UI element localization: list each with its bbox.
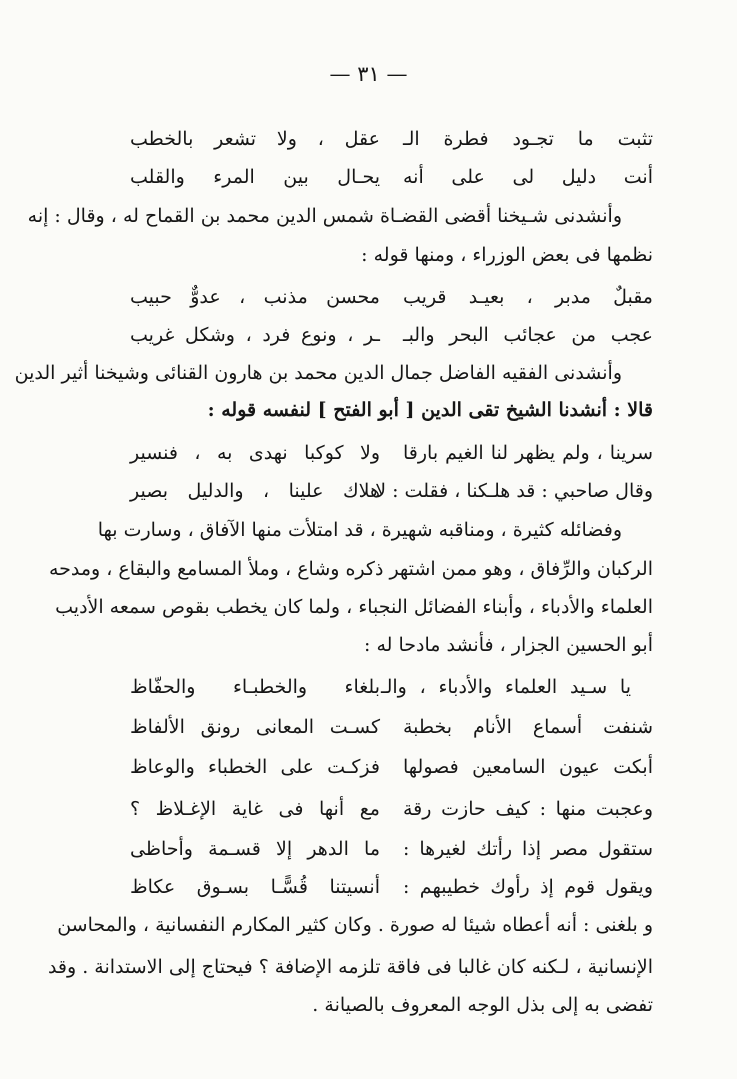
verse-line: [130, 166, 653, 194]
verse-second-hemistich: أنسيتنا قُسًّـا بسـوق عكاظ: [130, 876, 380, 898]
verse-second-hemistich: ما الدهر إلا قسـمة وأحاظى: [130, 838, 380, 860]
prose-line: و بلغنى : أنه أعطاه شيئا له صورة . وكان كثير المكارم النفسانية ، والمحاسن: [57, 914, 653, 936]
verse-first-hemistich: أنت دليل لى على أنه: [403, 166, 653, 188]
verse-second-hemistich: يحـال بين المرء والقلب: [130, 166, 380, 188]
verse-line: [130, 480, 653, 508]
verse-first-hemistich: تثبت ما تجـود فطرة الـ: [403, 128, 653, 150]
verse-second-hemistich: مع أنها فى غاية الإغـلاظ ؟: [130, 798, 380, 820]
verse-first-hemistich: ويقول قوم إذ رأوك خطيبهم :: [403, 876, 653, 898]
verse-line: [130, 798, 653, 826]
prose-line: الركبان والرِّفاق ، وهو ممن اشتهر ذكره وشاع ، وملأ المسامع والبقاع ، ومدحه: [48, 558, 653, 580]
verse-line: [130, 756, 653, 784]
verse-first-hemistich: يا سـيد العلماء والأدباء ، والـ: [381, 676, 631, 698]
verse-first-hemistich: وعجبت منها : كيف حازت رقة: [403, 798, 653, 820]
verse-second-hemistich: كسـت المعانى رونق الألفاظ: [130, 716, 380, 738]
verse-line: [130, 838, 653, 866]
verse-first-hemistich: أبكت عيون السامعين فصولها: [403, 756, 653, 778]
verse-line: [130, 716, 653, 744]
prose-line: أبو الحسين الجزار ، فأنشد مادحا له :: [364, 634, 653, 656]
prose-line: وفضائله كثيرة ، ومناقبه شهيرة ، قد امتلأت منها الآفاق ، وسارت بها: [97, 519, 622, 541]
verse-second-hemistich: ولا كوكبا نهدى به ، فنسير: [130, 442, 380, 464]
verse-line: [130, 876, 653, 904]
prose-line: الإنسانية ، لـكنه كان غالبا فى فاقة تلزمه الإضافة ؟ فيحتاج إلى الاستدانة . وقد: [47, 956, 653, 978]
verse-second-hemistich: ـر ، ونوع فرد ، وشكل غريب: [130, 324, 380, 346]
verse-first-hemistich: ستقول مصر إذا رأتك لغيرها :: [403, 838, 653, 860]
prose-line: العلماء والأدباء ، وأبناء الفضائل النجباء ، ولما كان يخطب بقوص سمعه الأديب: [55, 596, 653, 618]
verse-second-hemistich: عقل ، ولا تشعر بالخطب: [130, 128, 380, 150]
verse-second-hemistich: محسن مذنب ، عدوٌّ حبيب: [130, 286, 380, 308]
verse-line: [130, 442, 653, 470]
verse-first-hemistich: شنفت أسماع الأنام بخطبة: [403, 716, 653, 738]
verse-first-hemistich: سرينا ، ولم يظهر لنا الغيم بارقا: [403, 442, 653, 464]
verse-first-hemistich: عجب من عجائب البحر والبـ: [403, 324, 653, 346]
verse-line: [130, 676, 653, 704]
verse-line: [130, 128, 653, 156]
page-number: — ٣١ —: [329, 62, 408, 86]
prose-line: وأنشدنى شـيخنا أقضى القضـاة شمس الدين محمد بن القماح له ، وقال : إنه: [27, 205, 622, 227]
prose-line: تفضى به إلى بذل الوجه المعروف بالصيانة .: [312, 994, 653, 1016]
verse-line: [130, 286, 653, 314]
verse-line: [130, 324, 653, 352]
verse-second-hemistich: بلغاء والخطبـاء والحفّاظ: [130, 676, 380, 698]
prose-line: نظمها فى بعض الوزراء ، ومنها قوله :: [361, 244, 653, 266]
verse-first-hemistich: وقال صاحبي : قد هلـكنا ، فقلت : لا: [375, 480, 653, 502]
prose-line: قالا : أنشدنا الشيخ تقى الدين [ أبو الفتح ] لنفسه قوله :: [207, 399, 653, 421]
verse-second-hemistich: هلاك علينا ، والدليل بصير: [130, 480, 380, 502]
verse-first-hemistich: مقبلٌ مدبر ، بعيـد قريب: [403, 286, 653, 308]
prose-line: وأنشدنى الفقيه الفاضل جمال الدين محمد بن هارون القنائى وشيخنا أثير الدين: [14, 362, 622, 384]
verse-second-hemistich: فزكـت على الخطباء والوعاظ: [130, 756, 380, 778]
